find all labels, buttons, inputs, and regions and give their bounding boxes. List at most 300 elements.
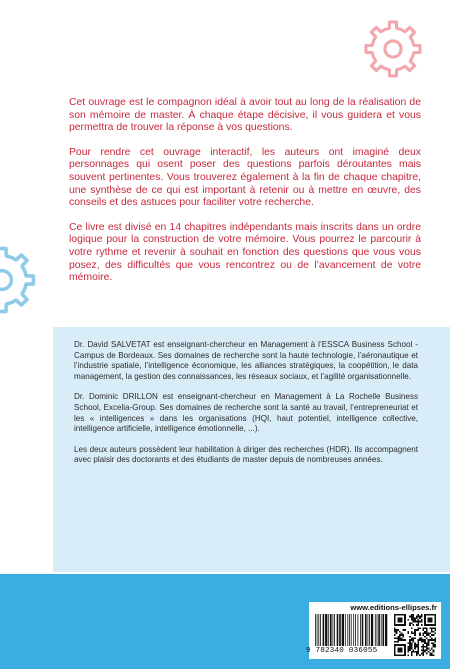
qr-module <box>428 643 430 645</box>
qr-module <box>402 614 404 616</box>
qr-module <box>418 651 420 653</box>
qr-module <box>431 624 433 626</box>
qr-module <box>411 617 413 619</box>
barcode-bar <box>375 614 376 646</box>
qr-module <box>407 654 409 656</box>
qr-module <box>411 631 413 633</box>
qr-module <box>424 643 426 645</box>
qr-module <box>424 617 426 619</box>
qr-module <box>418 619 420 621</box>
qr-module <box>431 648 433 650</box>
qr-module <box>429 653 431 655</box>
qr-module <box>411 622 413 624</box>
qr-code[interactable] <box>394 614 436 656</box>
qr-module <box>399 614 401 616</box>
qr-module <box>416 616 418 618</box>
barcode-bar <box>369 614 370 646</box>
qr-module <box>419 634 421 636</box>
qr-module <box>433 649 435 651</box>
qr-module <box>433 643 435 645</box>
qr-module <box>397 641 399 643</box>
qr-module <box>418 614 420 616</box>
barcode-bar <box>362 614 364 646</box>
gear-icon <box>362 18 424 80</box>
qr-module <box>394 644 396 646</box>
qr-module <box>431 619 433 621</box>
qr-module <box>418 629 420 631</box>
qr-module <box>416 621 418 623</box>
qr-module <box>396 631 398 633</box>
qr-module <box>414 632 416 634</box>
qr-module <box>394 653 396 655</box>
barcode-bar <box>378 614 380 646</box>
qr-module <box>433 651 435 653</box>
qr-module <box>402 629 404 631</box>
qr-module <box>412 614 414 616</box>
barcode-bar <box>377 614 378 646</box>
qr-module <box>418 627 420 629</box>
qr-module <box>404 619 406 621</box>
qr-module <box>394 648 396 650</box>
qr-module <box>397 638 399 640</box>
qr-module <box>399 636 401 638</box>
qr-module <box>404 629 406 631</box>
qr-module <box>401 614 403 616</box>
qr-module <box>428 624 430 626</box>
qr-module <box>397 644 399 646</box>
barcode-bar <box>355 614 356 646</box>
qr-module <box>429 639 431 641</box>
qr-module <box>411 627 413 629</box>
barcode-bar <box>345 614 346 646</box>
qr-module <box>399 617 401 619</box>
qr-module <box>424 639 426 641</box>
qr-module <box>428 651 430 653</box>
qr-module <box>412 624 414 626</box>
qr-module <box>416 644 418 646</box>
qr-module <box>394 629 396 631</box>
qr-module <box>404 648 406 650</box>
intro-paragraph: Cet ouvrage est le compagnon idéal à avoir tout au long de la réalisation de son mémoire de master. À chaque étape décisive, il vous guidera et vous permettra de trouver la réponse à vos questions. <box>69 97 421 134</box>
qr-module <box>434 624 436 626</box>
qr-module <box>428 621 430 623</box>
qr-module <box>409 648 411 650</box>
qr-module <box>394 627 396 629</box>
qr-module <box>419 621 421 623</box>
qr-module <box>402 644 404 646</box>
qr-module <box>412 617 414 619</box>
qr-module <box>412 649 414 651</box>
qr-module <box>407 619 409 621</box>
qr-module <box>412 616 414 618</box>
qr-module <box>412 621 414 623</box>
qr-module <box>419 654 421 656</box>
qr-module <box>421 649 423 651</box>
qr-module <box>407 632 409 634</box>
author-bios <box>74 340 418 476</box>
qr-module <box>434 617 436 619</box>
qr-module <box>423 639 425 641</box>
qr-module <box>401 639 403 641</box>
qr-module <box>419 627 421 629</box>
qr-module <box>418 644 420 646</box>
qr-module <box>423 646 425 648</box>
qr-module <box>423 654 425 656</box>
qr-module <box>433 627 435 629</box>
qr-module <box>409 622 411 624</box>
qr-module <box>397 621 399 623</box>
qr-module <box>424 651 426 653</box>
qr-module <box>431 643 433 645</box>
barcode-bar <box>368 614 369 646</box>
qr-module <box>421 646 423 648</box>
qr-module <box>409 649 411 651</box>
qr-module <box>433 644 435 646</box>
qr-module <box>421 641 423 643</box>
qr-module <box>423 648 425 650</box>
qr-module <box>416 629 418 631</box>
qr-module <box>429 619 431 621</box>
qr-module <box>434 621 436 623</box>
qr-module <box>431 627 433 629</box>
qr-module <box>418 641 420 643</box>
publisher-website[interactable]: www.editions-ellipses.fr <box>350 603 437 612</box>
qr-module <box>409 624 411 626</box>
qr-module <box>434 646 436 648</box>
qr-module <box>394 631 396 633</box>
qr-module <box>404 649 406 651</box>
qr-module <box>428 619 430 621</box>
qr-module <box>433 624 435 626</box>
qr-module <box>426 653 428 655</box>
qr-module <box>416 653 418 655</box>
qr-module <box>423 629 425 631</box>
qr-module <box>397 619 399 621</box>
qr-module <box>429 649 431 651</box>
qr-module <box>426 631 428 633</box>
qr-module <box>424 646 426 648</box>
qr-module <box>431 614 433 616</box>
qr-module <box>419 632 421 634</box>
qr-module <box>426 638 428 640</box>
qr-module <box>407 646 409 648</box>
qr-module <box>429 627 431 629</box>
qr-module <box>409 644 411 646</box>
qr-module <box>412 641 414 643</box>
intro-text <box>69 97 421 297</box>
authors-hdr-note: Les deux auteurs possèdent leur habilitation à diriger des recherches (HDR). Ils accompagnent avec plaisir des doctorants et des étudiants de master depuis de nombreuses années. <box>74 444 418 465</box>
qr-module <box>434 644 436 646</box>
qr-module <box>394 619 396 621</box>
qr-module <box>431 653 433 655</box>
barcode-bar <box>337 614 339 646</box>
qr-module <box>397 651 399 653</box>
qr-module <box>428 632 430 634</box>
qr-module <box>426 634 428 636</box>
qr-module <box>431 654 433 656</box>
qr-module <box>404 653 406 655</box>
qr-module <box>424 631 426 633</box>
qr-module <box>409 639 411 641</box>
qr-module <box>394 622 396 624</box>
qr-module <box>409 636 411 638</box>
qr-module <box>414 648 416 650</box>
qr-module <box>404 617 406 619</box>
qr-module <box>401 632 403 634</box>
qr-module <box>423 644 425 646</box>
author-bio-drillon: Dr. Dominic DRILLON est enseignant-chercheur en Management à La Rochelle Business School, Excelia-Group. Ses domaines de recherche sont la santé au travail, l’entrepreneuriat et les « intelligences » dans les organisations (HQI, haut potentiel, intelligence collective, intelligence artificielle, intelligence émotionnelle, ...). <box>74 392 418 434</box>
barcode-bar <box>349 614 350 646</box>
qr-module <box>414 638 416 640</box>
qr-module <box>418 646 420 648</box>
gear-icon <box>0 244 38 316</box>
qr-module <box>401 621 403 623</box>
qr-module <box>424 636 426 638</box>
qr-module <box>431 631 433 633</box>
qr-module <box>396 614 398 616</box>
qr-module <box>429 632 431 634</box>
qr-module <box>411 654 413 656</box>
qr-module <box>421 621 423 623</box>
qr-module <box>414 617 416 619</box>
qr-module <box>414 619 416 621</box>
qr-module <box>416 617 418 619</box>
qr-module <box>397 636 399 638</box>
qr-module <box>414 621 416 623</box>
qr-module <box>399 631 401 633</box>
qr-module <box>411 651 413 653</box>
qr-module <box>418 624 420 626</box>
qr-module <box>428 617 430 619</box>
qr-module <box>399 651 401 653</box>
qr-module <box>423 651 425 653</box>
barcode-bar <box>330 614 332 646</box>
qr-module <box>429 617 431 619</box>
qr-module <box>423 649 425 651</box>
qr-module <box>404 622 406 624</box>
qr-module <box>428 639 430 641</box>
qr-module <box>411 632 413 634</box>
qr-module <box>399 644 401 646</box>
qr-module <box>418 653 420 655</box>
qr-module <box>424 627 426 629</box>
qr-module <box>394 634 396 636</box>
qr-module <box>434 616 436 618</box>
qr-module <box>404 614 406 616</box>
qr-module <box>414 634 416 636</box>
qr-module <box>394 617 396 619</box>
qr-module <box>419 638 421 640</box>
qr-module <box>421 619 423 621</box>
qr-module <box>402 634 404 636</box>
qr-module <box>401 654 403 656</box>
barcode-bar <box>351 614 352 646</box>
qr-module <box>401 649 403 651</box>
intro-paragraph: Pour rendre cet ouvrage interactif, les auteurs ont imaginé deux personnages qui osent poser des questions parfois déroutantes mais souvent pertinentes. Vous trouverez également à la fin de chaque chapitre, une synthèse de ce qui est important à retenir ou à mettre en œuvre, des conseils et des astuces pour faciliter votre recherche. <box>69 146 421 209</box>
qr-module <box>429 621 431 623</box>
qr-module <box>399 648 401 650</box>
barcode-bar <box>371 614 373 646</box>
qr-module <box>423 627 425 629</box>
qr-module <box>397 639 399 641</box>
barcode-bar <box>315 614 316 646</box>
qr-module <box>407 643 409 645</box>
qr-module <box>394 646 396 648</box>
qr-module <box>433 639 435 641</box>
qr-module <box>428 641 430 643</box>
qr-module <box>401 644 403 646</box>
qr-module <box>414 643 416 645</box>
qr-module <box>418 643 420 645</box>
qr-module <box>411 619 413 621</box>
qr-module <box>418 649 420 651</box>
barcode-bar <box>358 614 359 646</box>
qr-module <box>399 624 401 626</box>
qr-module <box>414 644 416 646</box>
qr-module <box>421 653 423 655</box>
qr-module <box>414 631 416 633</box>
qr-module <box>434 627 436 629</box>
qr-module <box>429 614 431 616</box>
qr-module <box>424 624 426 626</box>
qr-module <box>404 639 406 641</box>
qr-module <box>409 646 411 648</box>
qr-module <box>418 616 420 618</box>
qr-module <box>426 649 428 651</box>
barcode-bar <box>333 614 334 646</box>
qr-module <box>416 624 418 626</box>
author-bio-salvetat: Dr. David SALVETAT est enseignant-chercheur en Management à l’ESSCA Business School - Campus de Bordeaux. Ses domaines de recherche sont la haute technologie, l’aéronautique et l’industrie spatiale, l’intelligence économique, les alliances stratégiques, la coopétition, le data management, la gestion des connaissances, les réseaux sociaux, et l’agilité organisationnelle. <box>74 340 418 382</box>
qr-module <box>426 643 428 645</box>
qr-module <box>426 629 428 631</box>
qr-module <box>402 636 404 638</box>
qr-module <box>431 629 433 631</box>
qr-module <box>407 651 409 653</box>
qr-module <box>424 619 426 621</box>
qr-module <box>426 614 428 616</box>
qr-module <box>421 624 423 626</box>
qr-module <box>402 624 404 626</box>
qr-module <box>394 641 396 643</box>
qr-module <box>411 653 413 655</box>
qr-module <box>404 651 406 653</box>
qr-module <box>394 649 396 651</box>
barcode-bar <box>347 614 348 646</box>
qr-module <box>412 638 414 640</box>
qr-module <box>404 654 406 656</box>
qr-module <box>421 638 423 640</box>
qr-module <box>411 648 413 650</box>
qr-module <box>424 616 426 618</box>
qr-module <box>431 638 433 640</box>
qr-module <box>394 614 396 616</box>
qr-module <box>429 654 431 656</box>
barcode <box>314 614 390 646</box>
barcode-bar <box>323 614 325 646</box>
qr-module <box>431 639 433 641</box>
qr-module <box>421 614 423 616</box>
qr-module <box>399 634 401 636</box>
qr-module <box>434 619 436 621</box>
qr-module <box>418 648 420 650</box>
qr-module <box>399 639 401 641</box>
qr-module <box>404 624 406 626</box>
qr-module <box>421 616 423 618</box>
barcode-bar <box>317 614 318 646</box>
qr-module <box>423 634 425 636</box>
qr-module <box>419 639 421 641</box>
qr-module <box>397 617 399 619</box>
qr-module <box>394 624 396 626</box>
qr-module <box>397 648 399 650</box>
qr-module <box>409 643 411 645</box>
qr-module <box>424 614 426 616</box>
qr-module <box>433 654 435 656</box>
qr-module <box>396 654 398 656</box>
qr-module <box>401 619 403 621</box>
qr-module <box>416 651 418 653</box>
qr-module <box>394 651 396 653</box>
qr-module <box>401 638 403 640</box>
qr-module <box>423 641 425 643</box>
qr-module <box>397 654 399 656</box>
qr-module <box>426 624 428 626</box>
qr-module <box>404 646 406 648</box>
qr-module <box>429 636 431 638</box>
qr-module <box>411 644 413 646</box>
qr-module <box>394 654 396 656</box>
barcode-bar <box>325 614 327 646</box>
qr-module <box>426 632 428 634</box>
barcode-bar <box>385 614 387 646</box>
qr-module <box>396 638 398 640</box>
qr-module <box>418 621 420 623</box>
qr-module <box>429 624 431 626</box>
qr-module <box>434 638 436 640</box>
qr-module <box>414 651 416 653</box>
qr-module <box>414 629 416 631</box>
qr-module <box>407 631 409 633</box>
qr-module <box>409 616 411 618</box>
qr-module <box>409 641 411 643</box>
qr-module <box>404 621 406 623</box>
qr-module <box>401 634 403 636</box>
barcode-bar <box>383 614 385 646</box>
qr-module <box>426 627 428 629</box>
qr-module <box>418 622 420 624</box>
qr-module <box>397 624 399 626</box>
qr-module <box>423 632 425 634</box>
qr-module <box>411 643 413 645</box>
qr-module <box>414 646 416 648</box>
qr-module <box>433 614 435 616</box>
qr-module <box>394 638 396 640</box>
barcode-bar <box>328 614 329 646</box>
barcode-bar <box>381 614 382 646</box>
qr-module <box>411 616 413 618</box>
qr-module <box>399 621 401 623</box>
qr-module <box>399 649 401 651</box>
qr-module <box>424 632 426 634</box>
qr-module <box>431 617 433 619</box>
qr-module <box>397 629 399 631</box>
qr-module <box>433 646 435 648</box>
qr-module <box>411 614 413 616</box>
qr-module <box>401 624 403 626</box>
qr-module <box>434 632 436 634</box>
qr-module <box>396 644 398 646</box>
qr-module <box>396 624 398 626</box>
